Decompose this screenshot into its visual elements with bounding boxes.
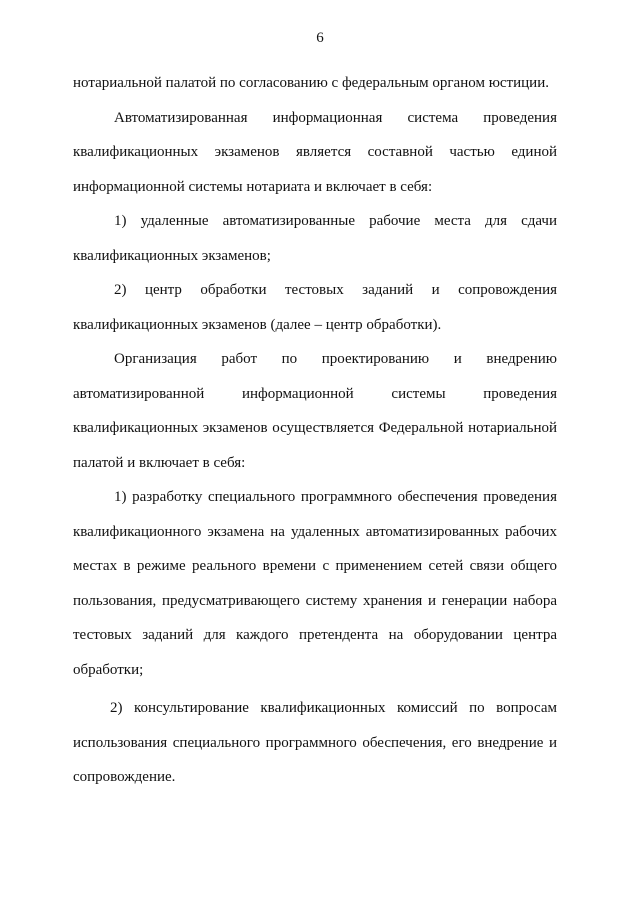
text-line: нотариальной палатой по согласованию с федеральным органом юстиции. — [73, 75, 549, 91]
paragraph-organization — [73, 342, 557, 480]
text-line: информационной системы нотариата и включает в себя: — [73, 178, 433, 195]
list-item-processing-center — [73, 273, 557, 342]
text-line: автоматизированной информационной системы проведения — [73, 385, 557, 402]
text-line: 1) разработку специального программного обеспечения проведения — [114, 489, 557, 505]
text-line: Организация работ по проектированию и внедрению — [114, 351, 557, 367]
text-line: Автоматизированная информационная система проведения — [114, 109, 557, 126]
text-line: сопровождение. — [73, 769, 176, 785]
text-line: пользования, предусматривающего систему хранения и генерации набора — [73, 592, 557, 609]
page-number: 6 — [316, 30, 324, 46]
list-item-remote-workplaces — [73, 204, 557, 273]
text-line: обработки; — [73, 661, 144, 678]
text-line: квалификационных экзаменов (далее – центр обработки). — [73, 316, 442, 333]
text-line: использования специального программного обеспечения, его внедрение и — [73, 734, 557, 751]
list-item-consulting — [73, 691, 557, 795]
text-line: квалификационных экзаменов осуществляется Федеральной нотариальной — [73, 420, 557, 436]
text-line: 2) консультирование квалификационных комиссий по вопросам — [110, 700, 557, 716]
text-line: местах в режиме реального времени с применением сетей связи общего — [73, 558, 557, 574]
text-line: квалификационных экзаменов является составной частью единой — [73, 144, 557, 160]
list-item-software-development — [73, 480, 557, 687]
text-line: палатой и включает в себя: — [73, 454, 246, 471]
text-line: квалификационного экзамена на удаленных автоматизированных рабочих — [73, 523, 557, 540]
paragraph-continuation — [73, 66, 557, 101]
paragraph-system-description — [73, 101, 557, 205]
text-line: тестовых заданий для каждого претендента на оборудовании центра — [73, 627, 557, 643]
text-line: 1) удаленные автоматизированные рабочие места для сдачи — [114, 213, 557, 229]
text-line: квалификационных экзаменов; — [73, 247, 271, 264]
text-line: 2) центр обработки тестовых заданий и сопровождения — [114, 282, 557, 298]
document-body — [73, 66, 557, 795]
